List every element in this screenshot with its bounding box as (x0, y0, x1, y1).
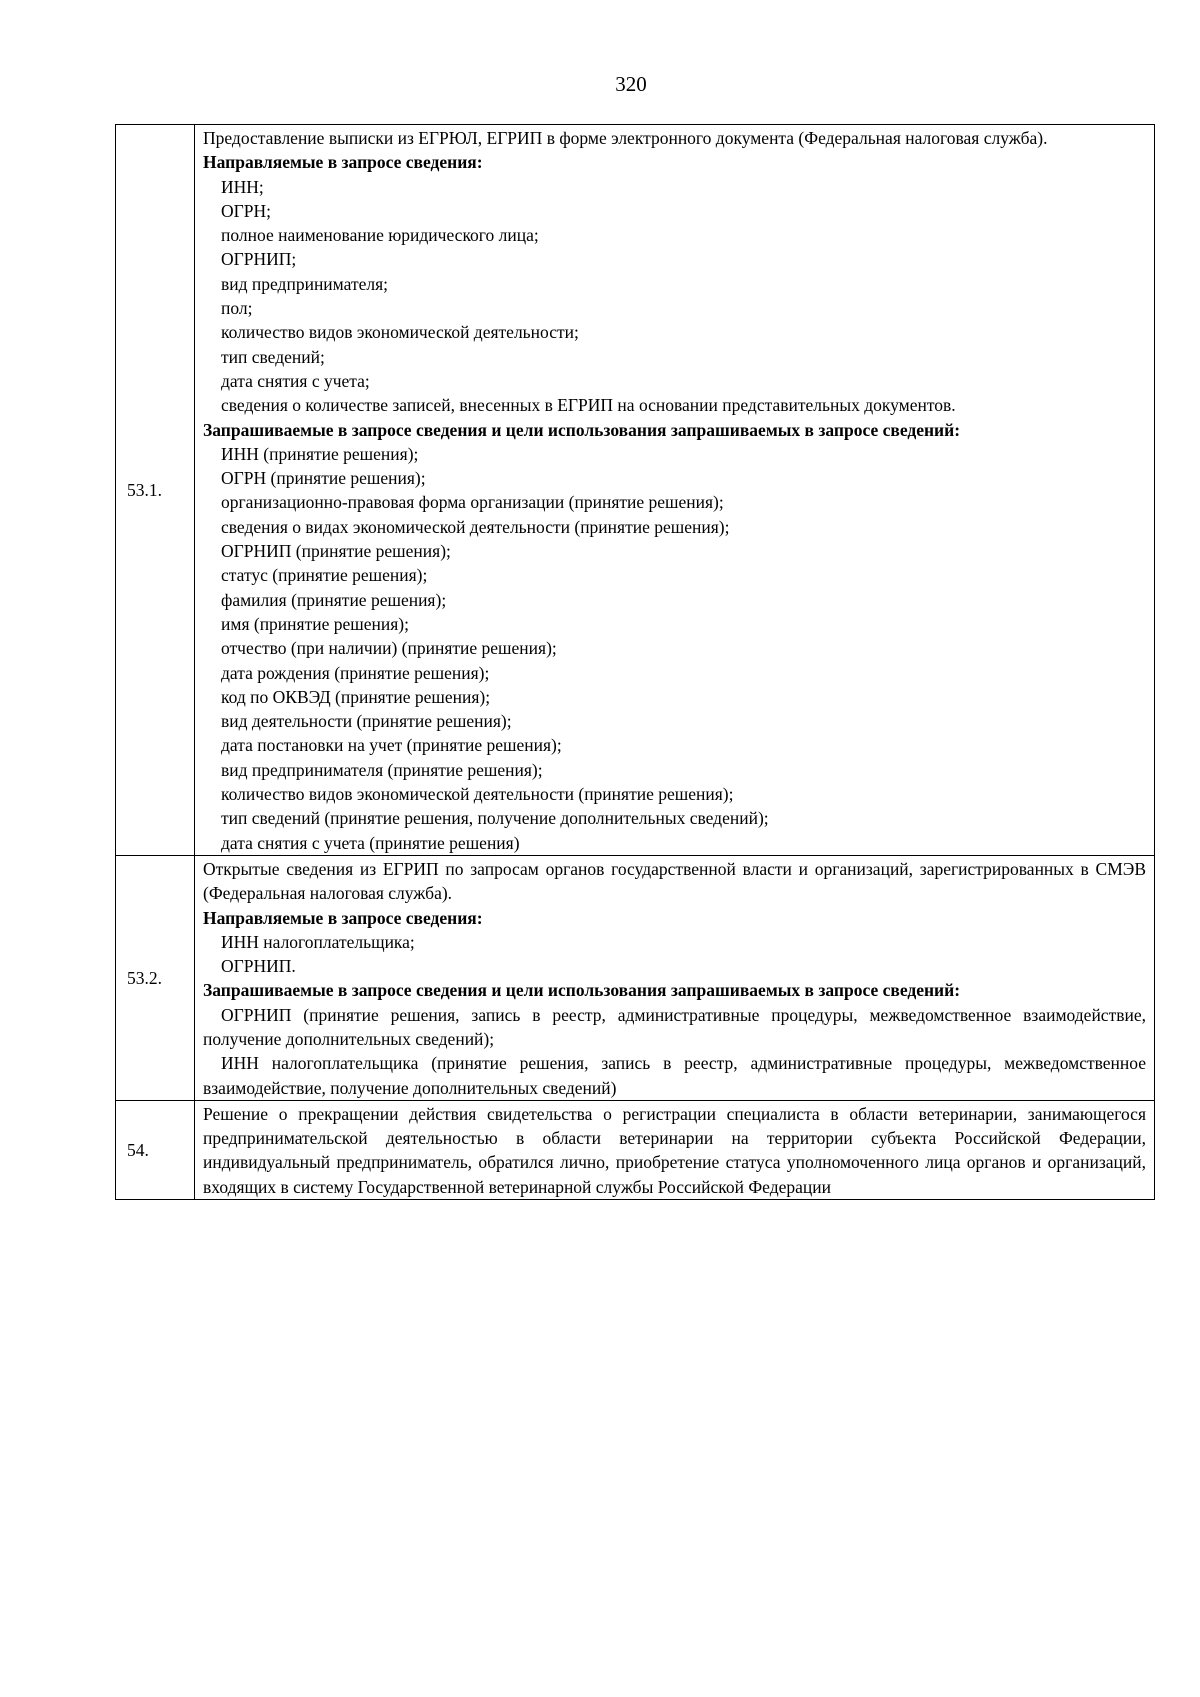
table-row-54 (116, 1100, 1155, 1199)
list-item: ОГРНИП; (221, 249, 297, 270)
list-item: фамилия (принятие решения); (221, 589, 447, 610)
list-item: сведения о количестве записей, внесенных в ЕГРИП на основании представительных документов. (221, 395, 956, 416)
page-number: 320 (615, 72, 647, 96)
list-item: ИНН налогоплательщика; (221, 931, 415, 952)
row-number: 53.2. (116, 855, 195, 1100)
sent-heading: Направляемые в запросе сведения: (203, 907, 483, 928)
row-number: 53.1. (116, 125, 195, 856)
list-item: дата постановки на учет (принятие решения); (221, 735, 562, 756)
requested-heading: Запрашиваемые в запросе сведения и цели использования запрашиваемых в запросе сведений: (203, 419, 961, 440)
list-item: ОГРНИП (принятие решения); (221, 541, 451, 562)
row-title: Предоставление выписки из ЕГРЮЛ, ЕГРИП в форме электронного документа (Федеральная налоговая служба). (203, 128, 1048, 148)
list-item: дата рождения (принятие решения); (221, 662, 490, 683)
list-item: имя (принятие решения); (221, 613, 409, 634)
row-number: 54. (116, 1100, 195, 1199)
list-item: ИНН налогоплательщика (принятие решения, запись в реестр, административные процедуры, межведомственное взаимодействие, получение дополнительных сведений) (203, 1053, 1146, 1098)
list-item: ИНН; (221, 176, 264, 197)
list-item: сведения о видах экономической деятельности (принятие решения); (221, 516, 730, 537)
list-item: тип сведений; (221, 346, 325, 367)
row-title: Открытые сведения из ЕГРИП по запросам органов государственной власти и организаций, зарегистрированных в СМЭВ (Федеральная налоговая служба). (203, 858, 1146, 904)
list-item: вид предпринимателя; (221, 273, 389, 294)
list-item: статус (принятие решения); (221, 565, 428, 586)
services-table (115, 124, 1155, 1200)
list-item: пол; (221, 298, 253, 319)
list-item: вид деятельности (принятие решения); (221, 711, 512, 732)
list-item: дата снятия с учета (принятие решения) (221, 832, 520, 853)
requested-heading: Запрашиваемые в запросе сведения и цели использования запрашиваемых в запросе сведений: (203, 980, 961, 1001)
table-row-53-2 (116, 855, 1155, 1100)
row-content (195, 855, 1155, 1100)
list-item: ИНН (принятие решения); (221, 443, 419, 464)
list-item: ОГРН; (221, 200, 271, 221)
row-text: Решение о прекращении действия свидетельства о регистрации специалиста в области ветеринарии, занимающегося предпринимательской деятельностью в области ветеринарии на территории субъекта Российской Федерации, индивидуальный предприниматель, обратился лично, приобретение статуса уполномоченного лица органов и организаций, входящих в систему Государственной ветеринарной службы Российской Федерации (203, 1103, 1146, 1197)
row-content (195, 1100, 1155, 1199)
list-item: ОГРН (принятие решения); (221, 468, 426, 489)
list-item: отчество (при наличии) (принятие решения); (221, 638, 557, 659)
list-item: ОГРНИП. (221, 956, 296, 977)
list-item: количество видов экономической деятельности (принятие решения); (221, 784, 734, 805)
sent-heading: Направляемые в запросе сведения: (203, 152, 483, 173)
list-item: организационно-правовая форма организации (принятие решения); (221, 492, 724, 513)
list-item: дата снятия с учета; (221, 370, 370, 391)
list-item: ОГРНИП (принятие решения, запись в реестр, административные процедуры, межведомственное взаимодействие, получение дополнительных сведений); (203, 1004, 1146, 1049)
row-content (195, 125, 1155, 856)
table-row-53-1 (116, 125, 1155, 856)
list-item: количество видов экономической деятельности; (221, 322, 579, 343)
list-item: код по ОКВЭД (принятие решения); (221, 686, 491, 707)
list-item: полное наименование юридического лица; (221, 225, 539, 246)
list-item: вид предпринимателя (принятие решения); (221, 759, 543, 780)
list-item: тип сведений (принятие решения, получение дополнительных сведений); (221, 808, 769, 829)
